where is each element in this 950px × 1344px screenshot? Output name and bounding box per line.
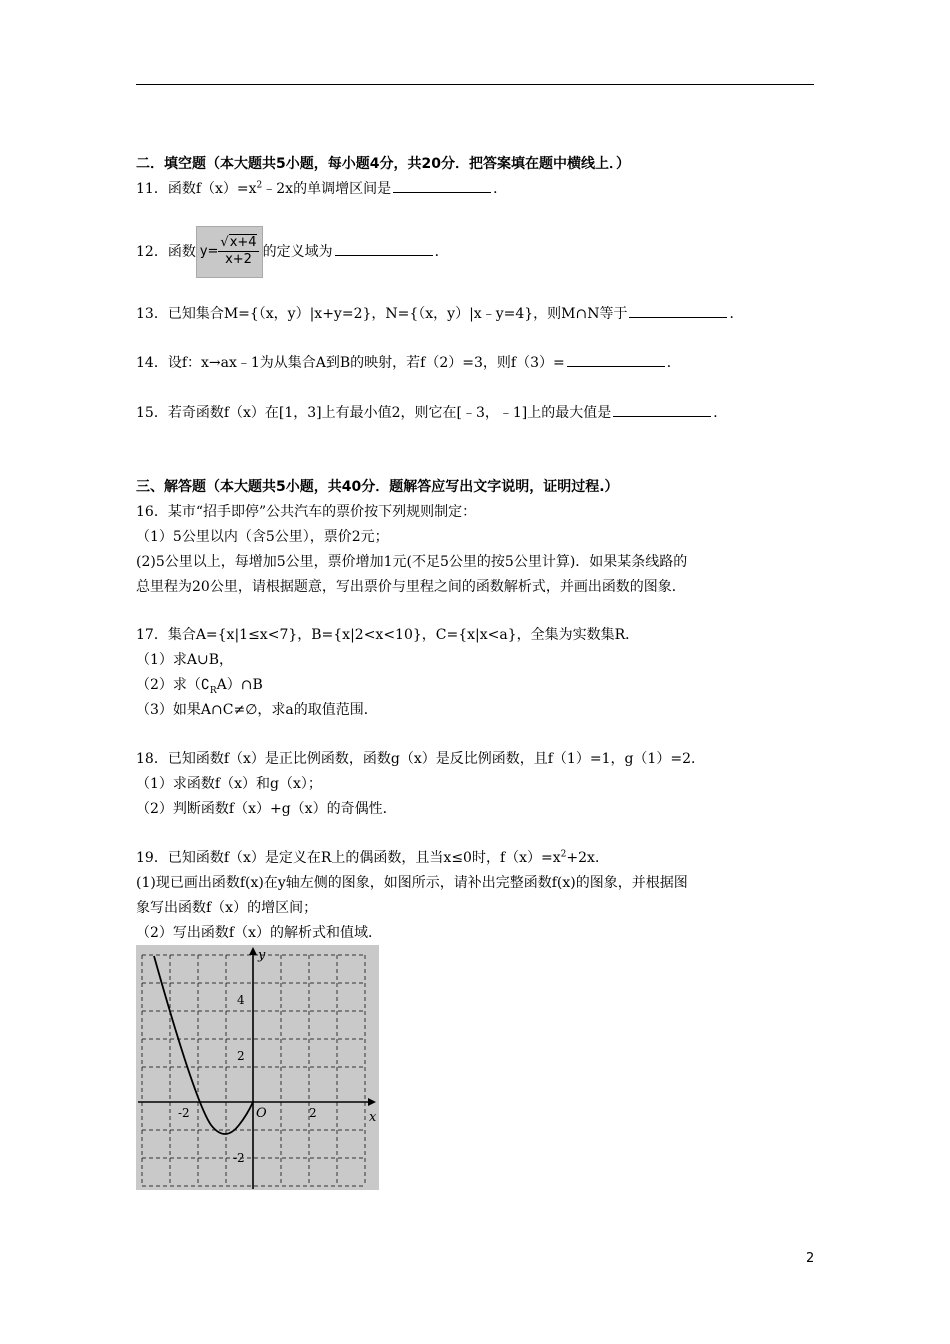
- section-3-heading: 三、解答题（本大题共5小题，共40分．题解答应写出文字说明，证明过程.）: [136, 479, 619, 495]
- answer-blank: [613, 402, 711, 417]
- domain-formula: y= $\frac{√x+4}{x+2}$: [196, 226, 263, 278]
- question-18-line-3: （2）判断函数f（x）+g（x）的奇偶性．: [136, 801, 397, 817]
- answer-blank: [567, 352, 665, 367]
- question-19-line-3: 象写出函数f（x）的增区间；: [136, 900, 318, 916]
- question-14: 14．设f：x→ax﹣1为从集合A到B的映射，若f（2）=3，则f（3）= ．: [136, 352, 681, 372]
- question-19-line-4: （2）写出函数f（x）的解析式和值域．: [136, 925, 382, 941]
- question-17-line-2: （1）求A∪B，: [136, 652, 234, 668]
- question-18-line-2: （1）求函数f（x）和g（x）；: [136, 776, 322, 792]
- question-17-line-3: （2）求$(∁_RA)\cap B$: [136, 677, 263, 696]
- question-16-line-4: 总里程为20公里，请根据题意，写出票价与里程之间的函数解析式，并画出函数的图象．: [136, 579, 686, 595]
- question-16-line-3: (2)5公里以上，每增加5公里，票价增加1元(不足5公里的按5公里计算)．如果某条线路的: [136, 554, 688, 570]
- question-12: 12．函数 y= $\frac{√x+4}{x+2}$ 的定义域为 ．: [136, 226, 449, 278]
- tick-label-y-neg2: -2: [233, 1151, 245, 1165]
- question-15: 15．若奇函数f（x）在[1，3]上有最小值2，则它在[﹣3，﹣1]上的最大值是 ．: [136, 402, 727, 422]
- question-16-line-2: （1）5公里以内（含5公里），票价2元；: [136, 529, 389, 545]
- origin-label: O: [256, 1106, 267, 1121]
- function-graph: [136, 945, 379, 1190]
- answer-blank: [393, 178, 491, 193]
- answer-blank: [335, 241, 433, 256]
- question-16-line-1: 16．某市“招手即停”公共汽车的票价按下列规则制定：: [136, 504, 477, 520]
- header-rule: [136, 84, 814, 85]
- page-number: 2: [806, 1251, 815, 1266]
- tick-label-y-4: 4: [237, 993, 245, 1007]
- tick-label-y-2: 2: [237, 1049, 245, 1063]
- section-2-heading: 二．填空题（本大题共5小题，每小题4分，共20分．把答案填在题中横线上．）: [136, 156, 630, 172]
- question-11: 11．函数$f(x)=x^2﹣2x$的单调增区间是 ．: [136, 178, 507, 198]
- tick-label-x-2: 2: [309, 1106, 317, 1120]
- x-axis-label: x: [369, 1110, 377, 1125]
- question-17-line-1: 17．集合A={x|1≤x<7}，B={x|2<x<10}，C={x|x<a}，全集为实数集R．: [136, 627, 640, 643]
- question-18-line-1: 18．已知函数f（x）是正比例函数，函数g（x）是反比例函数，且f（1）=1，g（1）=2．: [136, 751, 705, 767]
- question-17-line-4: （3）如果A∩C≠∅，求a的取值范围．: [136, 702, 378, 718]
- question-13: 13．已知集合M={（x，y）|x+y=2}，N={（x，y）|x﹣y=4}，则M∩N等于 ．: [136, 303, 743, 323]
- question-19-line-2: (1)现已画出函数f(x)在y轴左侧的图象，如图所示，请补出完整函数f(x)的图象，并根据图: [136, 875, 688, 891]
- tick-label-x-neg2: -2: [178, 1106, 190, 1120]
- answer-blank: [629, 303, 727, 318]
- question-19-line-1: 19．已知函数f（x）是定义在R上的偶函数，且当x≤0时，$f(x)=x^2+2x$．: [136, 849, 609, 866]
- y-axis-label: y: [258, 948, 266, 963]
